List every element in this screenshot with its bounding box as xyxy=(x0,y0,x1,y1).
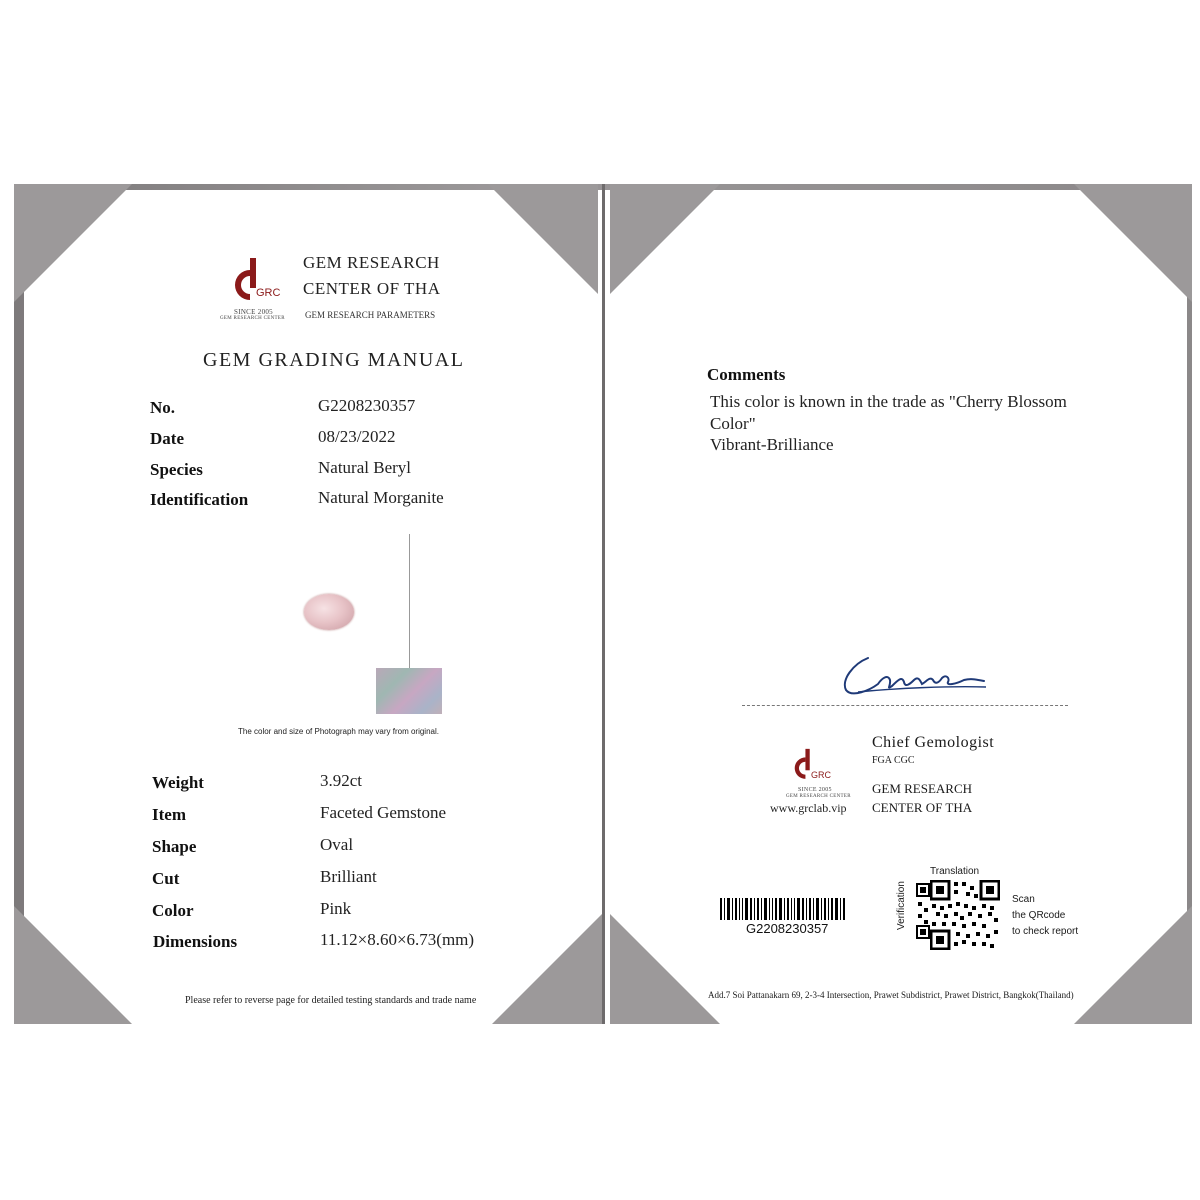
org-subtitle: GEM RESEARCH PARAMETERS xyxy=(305,310,436,320)
grc-logo-mark-icon-right xyxy=(784,745,834,787)
left-footer-note: Please refer to reverse page for detailed testing standards and trade name xyxy=(185,995,477,1006)
scan-instruction-1: Scan xyxy=(1012,894,1035,905)
field-value-dimensions: 11.12×8.60×6.73(mm) xyxy=(320,930,475,949)
field-value-species: Natural Beryl xyxy=(318,458,411,477)
folder-spine xyxy=(602,184,605,1024)
grc-logo xyxy=(220,256,290,324)
field-label-cut: Cut xyxy=(152,869,180,888)
corner-tab-bottom-right xyxy=(1074,906,1192,1024)
signature-line xyxy=(742,705,1068,706)
comment-line-1: This color is known in the trade as "Cherry Blossom xyxy=(710,392,1067,411)
corner-tab-bottom-mid-left xyxy=(492,914,602,1024)
photo-divider-line xyxy=(409,534,410,670)
org-name-right-line2: CENTER OF THA xyxy=(872,800,973,815)
corner-tab-top-right xyxy=(1074,184,1192,302)
grc-logo-mark-icon xyxy=(220,256,290,308)
field-label-color: Color xyxy=(152,901,194,920)
comments-heading: Comments xyxy=(707,365,786,384)
corner-tab-top-mid-right xyxy=(610,184,720,294)
comment-line-2: Color" xyxy=(710,414,756,433)
field-label-no: No. xyxy=(150,398,176,417)
signature-image xyxy=(838,650,988,700)
scan-instruction-2: the QRcode xyxy=(1012,910,1066,921)
corner-tab-top-mid-left xyxy=(488,184,598,294)
org-name-right-line1: GEM RESEARCH xyxy=(872,781,973,796)
field-label-identification: Identification xyxy=(150,490,249,509)
barcode-image xyxy=(720,898,872,920)
field-value-cut: Brilliant xyxy=(320,867,377,886)
field-value-identification: Natural Morganite xyxy=(318,488,444,507)
comment-line-3: Vibrant-Brilliance xyxy=(710,435,834,454)
address-footer: Add.7 Soi Pattanakarn 69, 2-3-4 Intersection, Prawet Subdistrict, Prawet District, Bangkok(Thailand) xyxy=(708,990,1074,1000)
barcode-number: G2208230357 xyxy=(746,921,829,936)
corner-tab-top-left xyxy=(14,184,132,302)
spectrum-image xyxy=(376,668,442,714)
qr-translation-label: Translation xyxy=(930,866,980,877)
qr-verification-label: Verification xyxy=(896,881,907,930)
logo-center: GEM RESEARCH CENTER xyxy=(220,316,285,321)
logo-center-right: GEM RESEARCH CENTER xyxy=(786,794,851,799)
corner-tab-bottom-left xyxy=(14,906,132,1024)
field-value-item: Faceted Gemstone xyxy=(320,803,447,822)
logo-since: SINCE 2005 xyxy=(234,308,273,316)
grc-logo-text-right: GRC xyxy=(811,770,831,780)
website-link: www.grclab.vip xyxy=(770,801,847,815)
field-label-dimensions: Dimensions xyxy=(153,932,238,951)
grc-logo-text: GRC xyxy=(256,287,281,299)
corner-tab-bottom-mid-right xyxy=(610,914,720,1024)
field-value-date: 08/23/2022 xyxy=(318,427,396,446)
field-label-species: Species xyxy=(150,460,203,479)
field-value-color: Pink xyxy=(320,899,352,918)
org-name-line1: GEM RESEARCH xyxy=(303,253,440,272)
field-value-shape: Oval xyxy=(320,835,354,854)
field-label-date: Date xyxy=(150,429,184,448)
qr-side-strip xyxy=(916,882,930,940)
gemstone-photo xyxy=(304,594,354,630)
photo-note: The color and size of Photograph may vary from original. xyxy=(238,727,439,736)
field-label-item: Item xyxy=(152,805,186,824)
field-value-no: G2208230357 xyxy=(318,396,416,415)
logo-since-right: SINCE 2005 xyxy=(798,787,832,793)
grc-logo-right xyxy=(784,745,851,805)
org-name-line2: CENTER OF THA xyxy=(303,279,441,298)
field-value-weight: 3.92ct xyxy=(320,771,363,790)
field-label-shape: Shape xyxy=(152,837,197,856)
scan-instruction-3: to check report xyxy=(1012,926,1079,937)
signer-credentials: FGA CGC xyxy=(872,755,915,766)
page-title: GEM GRADING MANUAL xyxy=(203,349,465,371)
qr-code-icon xyxy=(930,880,1000,950)
signer-title: Chief Gemologist xyxy=(872,734,995,751)
field-label-weight: Weight xyxy=(152,773,204,792)
